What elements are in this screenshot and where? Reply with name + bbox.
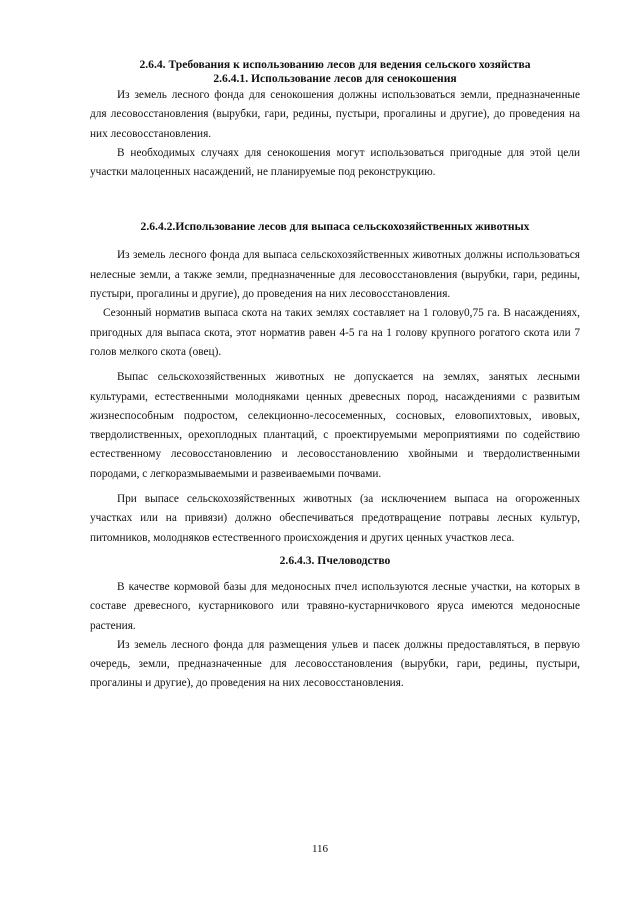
spacer	[90, 182, 580, 220]
paragraph-grazing-4: При выпасе сельскохозяйственных животных (за исключением выпаса на огороженных участках или на привязи) должно обеспечиваться предотвращение потравы лесных культур, питомников, молодняков естественного происхождения и других ценных участков леса.	[90, 493, 580, 544]
subsection-title-grazing: 2.6.4.2.Использование лесов для выпаса сельскохозяйственных животных	[140, 220, 530, 234]
paragraph-haymaking-1: Из земель лесного фонда для сенокошения должны использоваться земли, предназначенные для лесовосстановления (вырубки, гари, редины, пустыри, прогалины и другие), до проведения на них лесовосстановления.	[90, 89, 580, 140]
paragraph-haymaking-2: В необходимых случаях для сенокошения могут использоваться пригодные для этой цели участки малоценных насаждений, не планируемые под реконструкцию.	[90, 146, 580, 179]
subsection-title-haymaking: 2.6.4.1. Использование лесов для сенокошения	[213, 72, 457, 85]
page-number: 116	[311, 843, 329, 855]
paragraph-grazing-2: Сезонный норматив выпаса скота на таких землях составляет на 1 голову0,75 га. В насаждениях, пригодных для выпаса скота, этот норматив равен 4-5 га на 1 голову крупного рогатого скота или 7 голов мелкого скота (овец).	[90, 307, 580, 358]
spacer	[90, 234, 580, 246]
spacer	[90, 568, 580, 578]
subsection-title-beekeeping: 2.6.4.3. Пчеловодство	[279, 553, 391, 567]
document-page	[90, 58, 580, 868]
paragraph-beekeeping-1: В качестве кормовой базы для медоносных пчел используются лесные участки, на которых в составе древесного, кустарникового или травяно-кустарничкового яруса имеются медоносные растения.	[90, 580, 580, 632]
paragraph-grazing-3: Выпас сельскохозяйственных животных не допускается на землях, занятых лесными культурами, естественными молодняками ценных древесных пород, насаждениями с развитым жизнеспособным подростом, селекционно-лесосеменных, сосновых, еловопихтовых, ивовых, твердолиственных, орехоплодных плантаций, с проектируемыми мероприятиями по содействию естественному лесовосстановлению и лесовосстановлению хвойными и твердолиственными породами, с легкоразмываемыми и развеиваемыми почвами.	[90, 371, 580, 480]
section-title: 2.6.4. Требования к использованию лесов для ведения сельского хозяйства	[139, 58, 531, 71]
paragraph-beekeeping-2: Из земель лесного фонда для размещения ульев и пасек должны предоставляться, в первую очередь, земли, предназначенные для лесовосстановления (вырубки, гари, редины, пустыри, прогалины и другие), до проведения на них лесовосстановления.	[90, 638, 580, 690]
paragraph-grazing-1: Из земель лесного фонда для выпаса сельскохозяйственных животных должны использоваться нелесные земли, а также земли, предназначенные для лесовосстановления (вырубки, гари, редины, пустыри, прогалины и другие), до проведения на них лесовосстановления.	[90, 249, 580, 301]
